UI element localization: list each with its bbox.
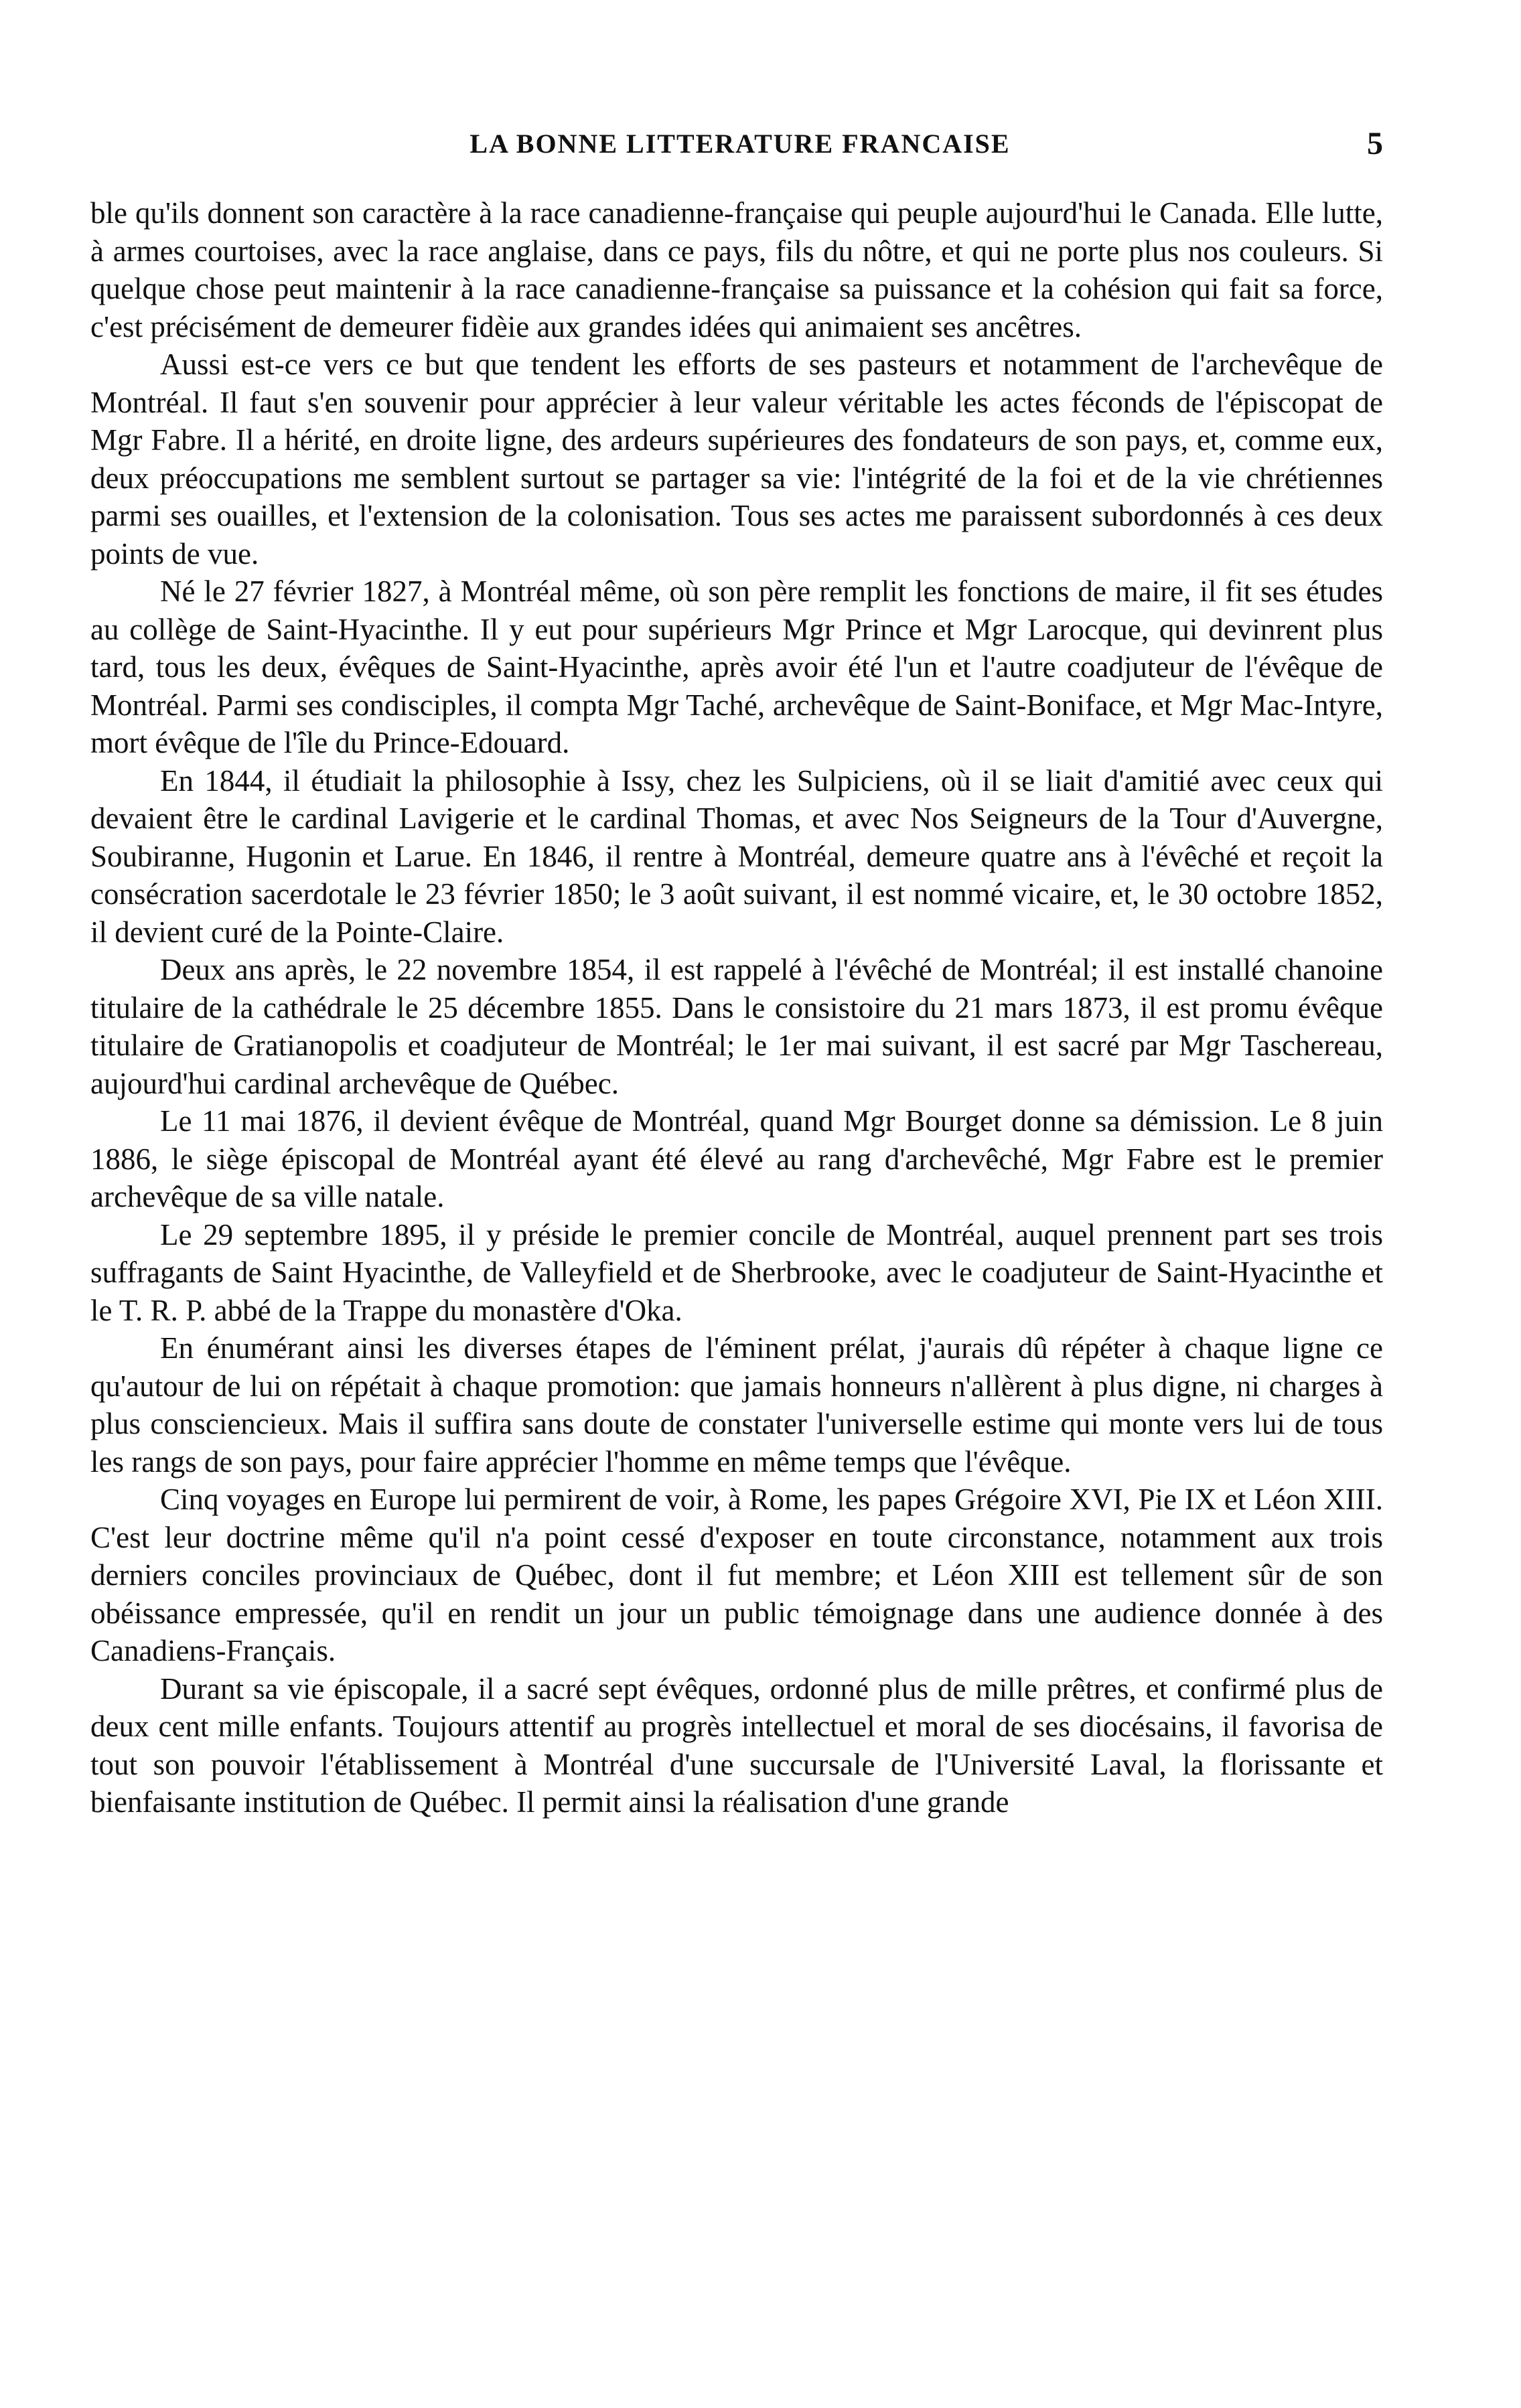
paragraph-continuation: ble qu'ils donnent son caractère à la race canadienne-française qui peuple aujourd'hui le Canada. Elle lutte, à armes courtoises, avec la race anglaise, dans ce pays, fils du nôtre, et qui ne porte plus nos couleurs. Si quelque chose peut maintenir à la race canadienne-française sa puissance et la cohésion qui fait sa force, c'est précisément de demeurer fidèie aux grandes idées qui animaient ses ancêtres. <box>90 196 1383 344</box>
body-text <box>90 194 1383 1821</box>
paragraph: Durant sa vie épiscopale, il a sacré sept évêques, ordonné plus de mille prêtres, et confirmé plus de deux cent mille enfants. Toujours attentif au progrès intellectuel et moral de ses diocésains, il favorisa de tout son pouvoir l'établissement à Montréal d'une succursale de l'Université Laval, la florissante et bienfaisante institution de Québec. Il permit ainsi la réalisation d'une grande <box>90 1671 1383 1819</box>
paragraph: Cinq voyages en Europe lui permirent de voir, à Rome, les papes Grégoire XVI, Pie IX et Léon XIII. C'est leur doctrine même qu'il n'a point cessé d'exposer en toute circonstance, notamment aux trois derniers conciles provinciaux de Québec, dont il fut membre; et Léon XIII est tellement sûr de son obéissance empressée, qu'il en rendit un jour un public témoignage dans une audience donnée à des Canadiens-Français. <box>90 1483 1383 1667</box>
page-number: 5 <box>1367 126 1383 161</box>
running-header <box>97 124 1383 164</box>
paragraph: En énumérant ainsi les diverses étapes de l'éminent prélat, j'aurais dû répéter à chaque ligne ce qu'autour de lui on répétait à chaque promotion: que jamais honneurs n'allèrent à plus digne, ni charges à plus consciencieux. Mais il suffira sans doute de constater l'universelle estime qui monte vers lui de tous les rangs de son pays, pour faire apprécier l'homme en même temps que l'évêque. <box>90 1331 1383 1479</box>
paragraph: Le 29 septembre 1895, il y préside le premier concile de Montréal, auquel prennent part ses trois suffragants de Saint Hyacinthe, de Valleyfield et de Sherbrooke, avec le coadjuteur de Saint-Hyacinthe et le T. R. P. abbé de la Trappe du monastère d'Oka. <box>90 1217 1383 1327</box>
paragraph: Aussi est-ce vers ce but que tendent les efforts de ses pasteurs et notamment de l'archevêque de Montréal. Il faut s'en souvenir pour apprécier à leur valeur véritable les actes féconds de l'épiscopat de Mgr Fabre. Il a hérité, en droite ligne, des ardeurs supérieures des fondateurs de son pays, et, comme eux, deux préoccupations me semblent surtout se partager sa vie: l'intégrité de la foi et de la vie chrétiennes parmi ses ouailles, et l'extension de la colonisation. Tous ses actes me paraissent subordonnés à ces deux points de vue. <box>90 348 1383 571</box>
running-title: LA BONNE LITTERATURE FRANCAISE <box>469 129 1011 159</box>
paragraph: Le 11 mai 1876, il devient évêque de Montréal, quand Mgr Bourget donne sa démission. Le 8 juin 1886, le siège épiscopal de Montréal ayant été élevé au rang d'archevêché, Mgr Fabre est le premier archevêque de sa ville natale. <box>90 1104 1383 1213</box>
paragraph: En 1844, il étudiait la philosophie à Issy, chez les Sulpiciens, où il se liait d'amitié avec ceux qui devaient être le cardinal Lavigerie et le cardinal Thomas, et avec Nos Seigneurs de la Tour d'Auvergne, Soubiranne, Hugonin et Larue. En 1846, il rentre à Montréal, demeure quatre ans à l'évêché et reçoit la consécration sacerdotale le 23 février 1850; le 3 août suivant, il est nommé vicaire, et, le 30 octobre 1852, il devient curé de la Pointe-Claire. <box>90 763 1383 949</box>
paragraph: Né le 27 février 1827, à Montréal même, où son père remplit les fonctions de maire, il fit ses études au collège de Saint-Hyacinthe. Il y eut pour supérieurs Mgr Prince et Mgr Larocque, qui devinrent plus tard, tous les deux, évêques de Saint-Hyacinthe, après avoir été l'un et l'autre coadjuteur de l'évêque de Montréal. Parmi ses condisciples, il compta Mgr Taché, archevêque de Saint-Boniface, et Mgr Mac-Intyre, mort évêque de l'île du Prince-Edouard. <box>90 575 1383 759</box>
paragraph: Deux ans après, le 22 novembre 1854, il est rappelé à l'évêché de Montréal; il est installé chanoine titulaire de la cathédrale le 25 décembre 1855. Dans le consistoire du 21 mars 1873, il est promu évêque titulaire de Gratianopolis et coadjuteur de Montréal; le 1er mai suivant, il est sacré par Mgr Taschereau, aujourd'hui cardinal archevêque de Québec. <box>90 953 1383 1100</box>
